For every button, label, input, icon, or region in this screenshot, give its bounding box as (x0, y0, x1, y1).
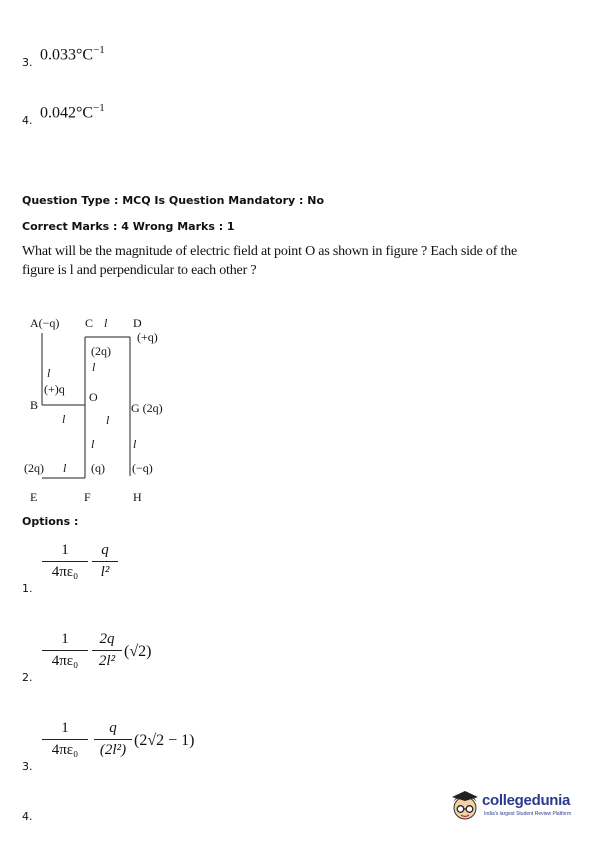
label-l-top: l (104, 316, 108, 330)
label-plus-q: (+)q (44, 382, 65, 396)
prev-option-3-value: $0.033^\circ C^{-1}$ (40, 44, 105, 64)
option-2-suffix: (√2) (124, 643, 152, 660)
label-l-ef: l (63, 461, 67, 475)
label-B: B (30, 398, 39, 412)
label-2q-E: (2q) (24, 461, 44, 475)
prev-option-3-number: 3. (22, 56, 33, 69)
brand-tagline: India's largest Student Review Platform (484, 811, 572, 817)
label-G: G (2q) (131, 401, 163, 415)
option-3-fraction: q (2l²) (94, 720, 132, 759)
prev-option-4-number: 4. (22, 114, 33, 127)
label-E: E (30, 490, 38, 504)
label-l-of: l (91, 437, 95, 451)
label-charge-D: (+q) (137, 330, 158, 344)
label-l-og: l (106, 413, 110, 427)
option-3-constant: 1 4πε₀ (42, 720, 88, 759)
option-2-number: 2. (22, 671, 33, 684)
label-l-bo: l (62, 412, 66, 426)
question-line-2: figure is l and perpendicular to each other ? (22, 263, 257, 278)
label-2q-top: (2q) (91, 344, 111, 358)
label-charge-H: (−q) (132, 461, 153, 475)
option-2-constant: 1 4πε₀ (42, 631, 88, 670)
label-O: O (89, 390, 98, 404)
option-3-suffix: (2√2 − 1) (134, 732, 195, 749)
label-l-left: l (47, 366, 51, 380)
label-C: C (85, 316, 94, 330)
option-2-fraction: 2q 2l² (92, 631, 122, 670)
marks-line: Correct Marks : 4 Wrong Marks : 1 (22, 220, 235, 233)
option-1-number: 1. (22, 582, 33, 595)
label-F: F (84, 490, 91, 504)
label-H: H (133, 490, 142, 504)
mascot-icon (448, 788, 482, 824)
option-1-fraction: q l² (92, 542, 118, 581)
option-3-number: 3. (22, 760, 33, 773)
label-A: A(−q) (30, 316, 60, 330)
question-type-line: Question Type : MCQ Is Question Mandatory : No (22, 194, 325, 207)
option-4-number: 4. (22, 810, 33, 823)
label-charge-F: (q) (91, 461, 105, 475)
prev-option-4-value: $0.042^\circ C^{-1}$ (40, 102, 105, 122)
label-l-gh: l (133, 437, 137, 451)
brand-name: collegedunia (482, 792, 571, 809)
label-D: D (133, 316, 142, 330)
collegedunia-logo (448, 786, 588, 826)
options-label: Options : (22, 515, 79, 528)
option-1-constant: 1 4πε₀ (42, 542, 88, 581)
question-line-1: What will be the magnitude of electric field at point O as shown in figure ? Each side of the (22, 244, 517, 259)
label-l-mid: l (92, 360, 96, 374)
